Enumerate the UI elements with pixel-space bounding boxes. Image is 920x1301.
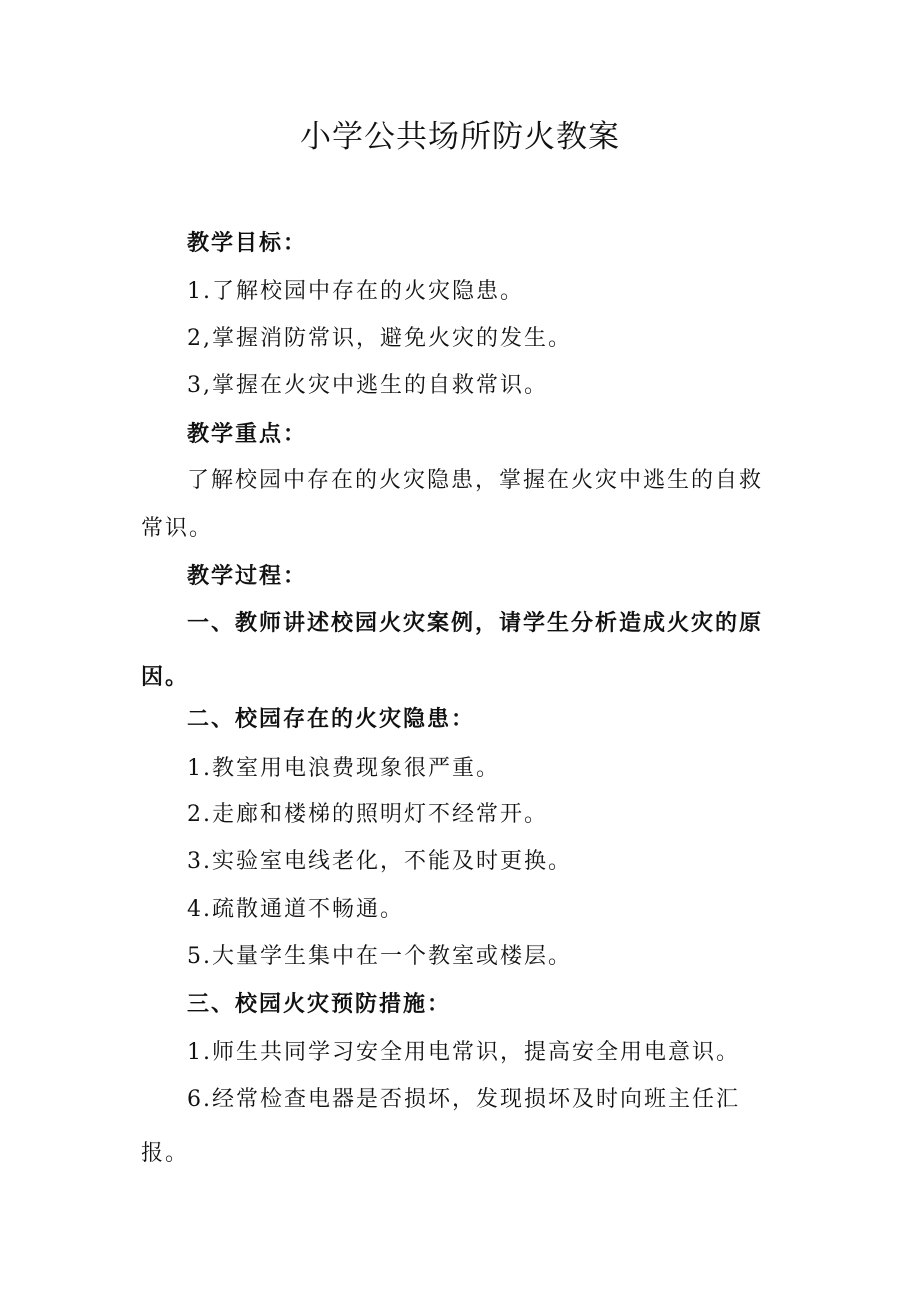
objectives-heading: 教学目标：: [187, 231, 308, 256]
hazard-item-2: 2.走廊和楼梯的照明灯不经常开。: [187, 802, 548, 827]
objective-item-2: 2,掌握消防常识，避免火灾的发生。: [187, 326, 572, 351]
prevention-heading: 三、校园火灾预防措施：: [187, 992, 452, 1017]
process-heading: 教学过程：: [187, 564, 308, 589]
hazard-item-4: 4.疏散通道不畅通。: [187, 897, 404, 922]
process-section-1: 一、教师讲述校园火灾案例，请学生分析造成火灾的原因。: [141, 611, 764, 690]
hazard-item-1: 1.教室用电浪费现象很严重。: [187, 756, 500, 781]
prevention-item-2: 6.经常检查电器是否损坏，发现损坏及时向班主任汇报。: [141, 1087, 740, 1166]
hazard-item-3: 3.实验室电线老化，不能及时更换。: [187, 849, 572, 874]
prevention-item-1: 1.师生共同学习安全用电常识，提高安全用电意识。: [187, 1040, 740, 1065]
objective-item-3: 3,掌握在火灾中逃生的自救常识。: [187, 373, 548, 398]
hazards-heading: 二、校园存在的火灾隐患：: [187, 707, 476, 732]
key-points-text: 了解校园中存在的火灾隐患，掌握在火灾中逃生的自救常识。: [141, 468, 764, 541]
document-title: 小学公共场所防火教案: [300, 119, 620, 155]
key-points-heading: 教学重点：: [187, 422, 308, 447]
objective-item-1: 1.了解校园中存在的火灾隐患。: [187, 279, 524, 304]
hazard-item-5: 5.大量学生集中在一个教室或楼层。: [187, 944, 572, 969]
